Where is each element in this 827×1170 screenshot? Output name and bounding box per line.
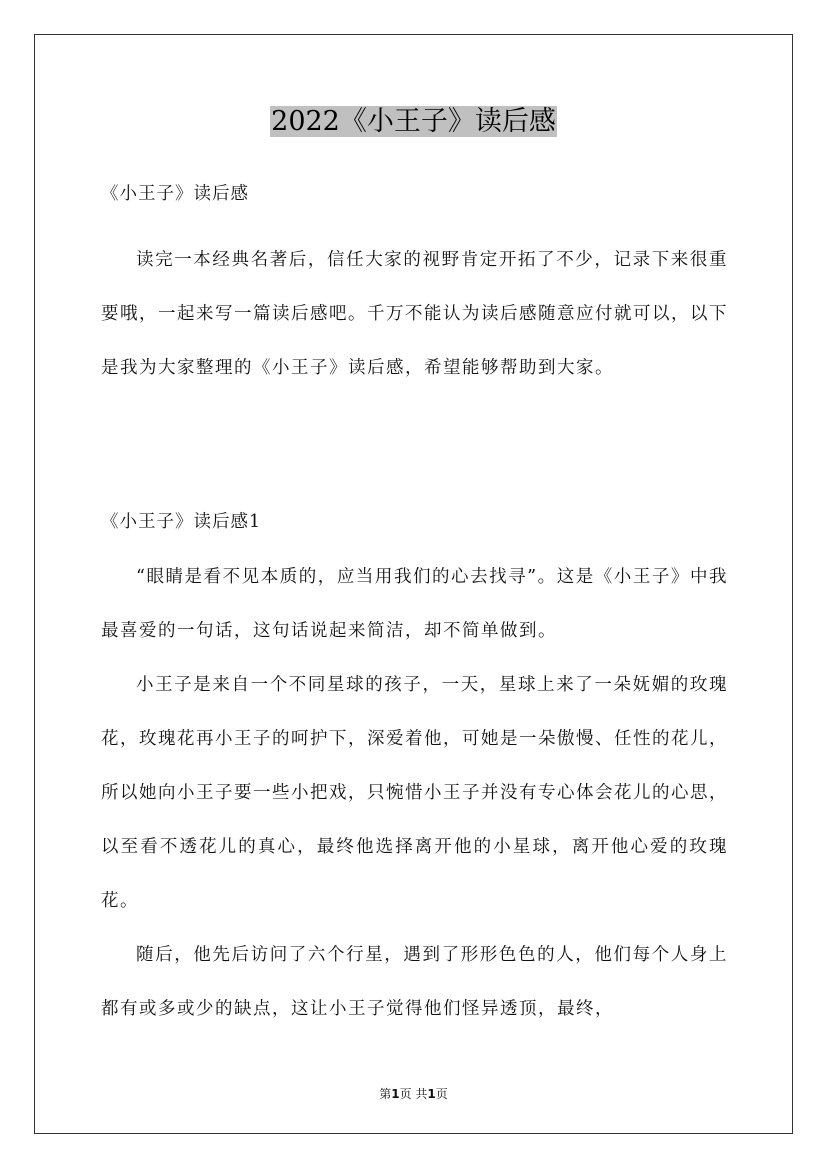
footer-suffix: 页 [435,1087,448,1101]
footer-page-current: 1 [391,1087,400,1101]
intro-block [101,233,728,395]
document-title: 2022《小王子》读后感 [271,106,556,137]
footer-page-total: 1 [427,1087,436,1101]
paragraph-2: 小王子是来自一个不同星球的孩子，一天，星球上来了一朵妩媚的玫瑰花，玫瑰花再小王子的呵护下，深爱着他，可她是一朵傲慢、任性的花儿，所以她向小王子要一些小把戏，只惋惜小王子并没有专心体会花儿的心思，以至看不透花儿的真心，最终他选择离开他的小星球，离开他心爱的玫瑰花。 [101,675,728,911]
paragraph-1: “眼睛是看不见本质的，应当用我们的心去找寻”。这是《小王子》中我最喜爱的一句话，这句话说起来简洁，却不简单做到。 [101,567,728,641]
footer-prefix: 第 [379,1087,392,1101]
page-footer [0,1085,827,1102]
paragraph-3: 随后，他先后访问了六个行星，遇到了形形色色的人，他们每个人身上都有或多或少的缺点，这让小王子觉得他们怪异透顶，最终， [101,945,728,1019]
section-body [101,550,728,1036]
intro-paragraph: 读完一本经典名著后，信任大家的视野肯定开拓了不少，记录下来很重要哦，一起来写一篇读后感吧。千万不能认为读后感随意应付就可以，以下是我为大家整理的《小王子》读后感，希望能够帮助到大家。 [101,250,728,378]
document-title-wrap [0,103,827,141]
footer-mid: 页 共 [399,1087,428,1101]
section-heading: 《小王子》读后感1 [101,512,262,532]
document-subtitle: 《小王子》读后感 [101,184,249,204]
